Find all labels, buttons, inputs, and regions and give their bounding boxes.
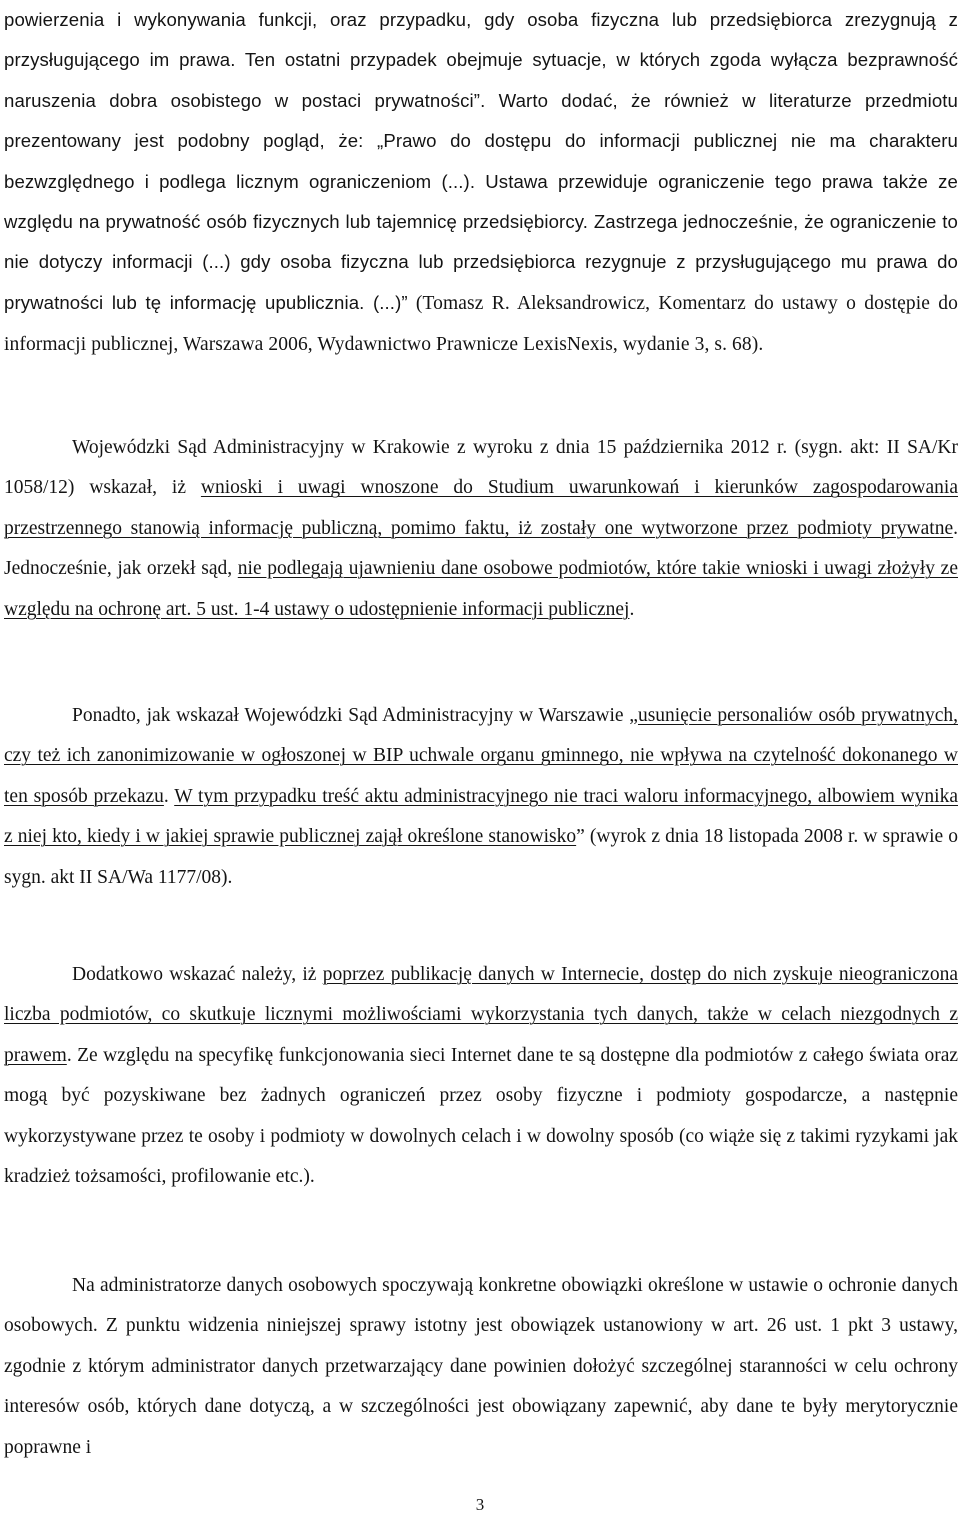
intro-quote-text: powierzenia i wykonywania funkcji, oraz przypadku, gdy osoba fizyczna lub przedsiębiorca zrezygnują z przysługującego im prawa. Ten ostatni przypadek obejmuje sytuacje, w których zgoda wyłącza bezprawność naruszenia dobra osobistego w postaci prywatności”. Warto dodać, że również w literaturze przedmiotu prezentowany jest podobny pogląd, że: „Prawo do dostępu do informacji publicznej nie ma charakteru bezwzględnego i podlega licznym ograniczeniom (...). Ustawa przewiduje ograniczenie tego prawa także ze względu na prywatność osób fizycznych lub tajemnicę przedsiębiorcy. Zastrzega jednocześnie, że ograniczenie to nie dotyczy informacji (...) gdy osoba fizyczna lub przedsiębiorca rezygnuje z przysługującego mu prawa do prywatności lub tę informację upublicznia. (...)”	[4, 9, 958, 313]
wsa-warszawa-underlined-2: W tym przypadku treść aktu administracyjnego nie traci waloru informacyjnego, albowiem wynika z niej kto, kiedy i w jakiej sprawie publicznej zajął określone stanowisko	[4, 785, 958, 848]
wsa-warszawa-text-2: .	[163, 785, 175, 807]
wsa-krakow-text-2: . Jednocześnie, jak orzekł sąd,	[4, 517, 958, 580]
internet-text-2: . Ze względu na specyfikę funkcjonowania sieci Internet dane te są dostępne dla podmiotów z całego świata oraz mogą być pozyskiwane bez żadnych ograniczeń przez osoby fizyczne i podmioty gospodarcze, a następnie wykorzystywane przez te osoby i podmioty w dowolnych celach i w dowolny sposób (co wiąże się z takimi ryzykami jak kradzież tożsamości, profilowanie etc.).	[4, 1044, 958, 1188]
paragraph-intro-quote	[4, 0, 958, 366]
wsa-krakow-text-1: Wojewódzki Sąd Administracyjny w Krakowie z wyroku z dnia 15 października 2012 r. (sygn. akt: II SA/Kr 1058/12) wskazał, iż	[4, 437, 958, 499]
intro-citation-text: (Tomasz R. Aleksandrowicz, Komentarz do ustawy o dostępie do informacji publicznej, Warszawa 2006, Wydawnictwo Prawnicze LexisNexis, wydanie 3, s. 68).	[4, 292, 958, 356]
paragraph-wsa-warszawa	[4, 696, 958, 898]
paragraph-data-administrator	[4, 1266, 958, 1468]
wsa-krakow-underlined-2: nie podlegają ujawnieniu dane osobowe podmiotów, które takie wnioski i uwagi złożyły ze względu na ochronę art. 5 ust. 1-4 ustawy o udostępnienie informacji publicznej	[4, 558, 958, 620]
internet-underlined-1: poprzez publikację danych w Internecie, dostęp do nich zyskuje nieograniczona liczba podmiotów, co skutkuje licznymi możliwościami wykorzystania tych danych, także w celach niezgodnych z prawem	[4, 964, 958, 1066]
paragraph-wsa-krakow	[4, 428, 958, 630]
wsa-krakow-text-3: .	[629, 598, 635, 620]
internet-text-1: Dodatkowo wskazać należy, iż	[72, 964, 323, 985]
wsa-krakow-underlined-1: wnioski i uwagi wnoszone do Studium uwarunkowań i kierunków zagospodarowania przestrzennego stanowią informację publiczną, pomimo faktu, iż zostały one wytworzone przez podmioty prywatne	[4, 477, 958, 539]
paragraph-internet	[4, 955, 958, 1197]
wsa-warszawa-text-1: Ponadto, jak wskazał Wojewódzki Sąd Administracyjny w Warszawie „	[72, 705, 638, 726]
wsa-warszawa-underlined-1: usunięcie personaliów osób prywatnych, czy też ich zanonimizowanie w ogłoszonej w BIP uchwale organu gminnego, nie wpływa na czytelność dokonanego w ten sposób przekazu	[4, 705, 958, 807]
wsa-warszawa-text-3: ” (wyrok z dnia 18 listopada 2008 r. w sprawie o sygn. akt II SA/Wa 1177/08).	[4, 826, 959, 888]
admin-text-1: Na administratorze danych osobowych spoczywają konkretne obowiązki określone w ustawie o ochronie danych osobowych. Z punktu widzenia niniejszej sprawy istotny jest obowiązek ustanowiony w art. 26 ust. 1 pkt 3 ustawy, zgodnie z którym administrator danych przetwarzający dane powinien dołożyć szczególnej staranności w celu ochrony interesów osób, których dane dotyczą, a w szczególności jest obowiązany zapewnić, aby dane te były merytorycznie poprawne i	[4, 1275, 958, 1458]
page-number: 3	[475, 1495, 485, 1514]
